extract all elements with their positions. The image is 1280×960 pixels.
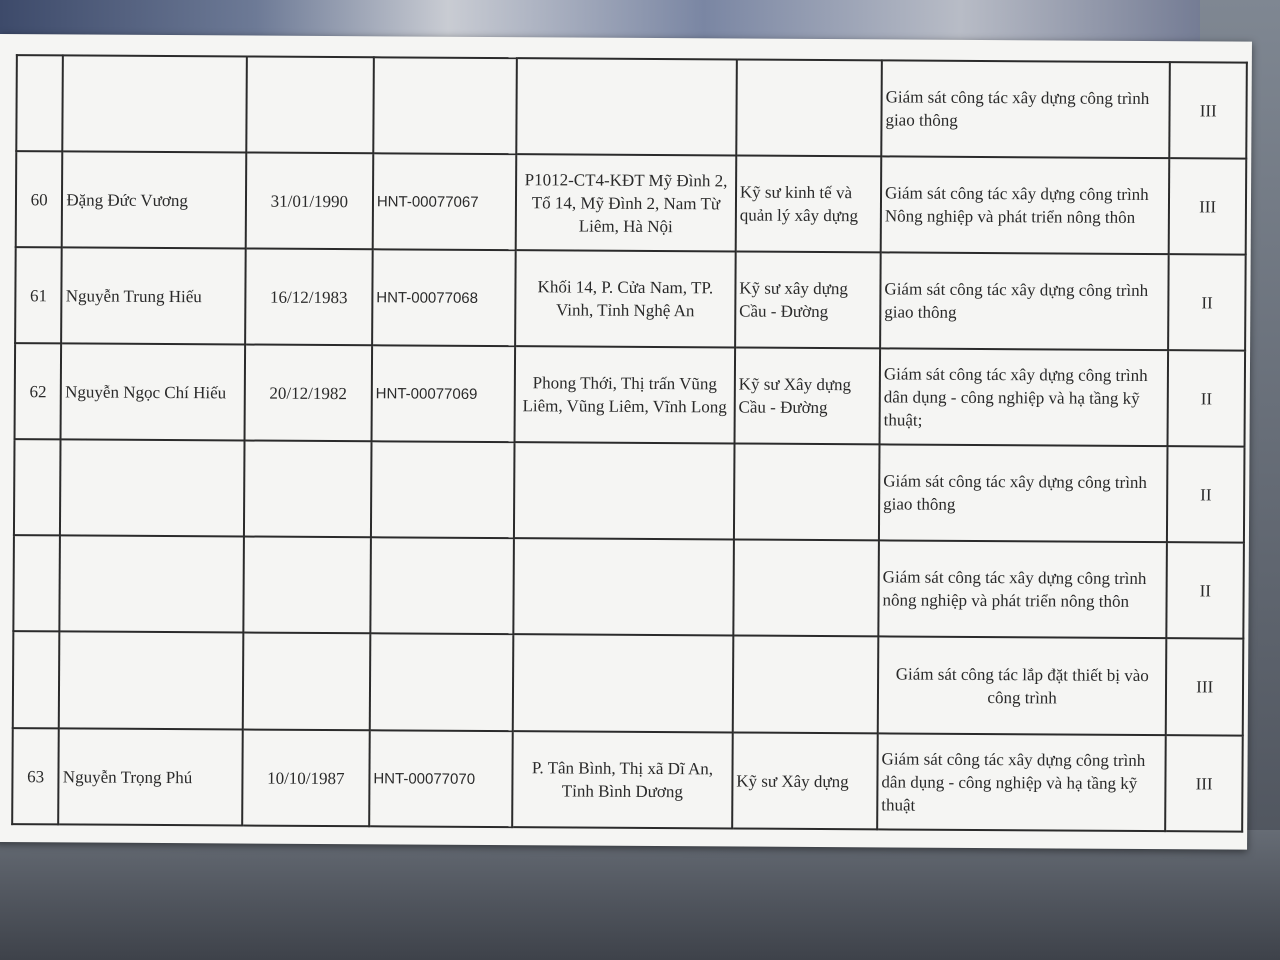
cell-address: Khối 14, P. Cửa Nam, TP. Vinh, Tỉnh Nghệ An <box>515 250 735 347</box>
cell-grade: III <box>1165 735 1242 831</box>
cell-name: Đặng Đức Vương <box>62 151 246 248</box>
cell-name <box>60 439 244 536</box>
cell-address: Phong Thới, Thị trấn Vũng Liêm, Vũng Liêm, Vĩnh Long <box>515 346 735 443</box>
cell-no: 60 <box>16 151 63 247</box>
cell-no: 63 <box>12 728 59 824</box>
cell-field: Giám sát công tác xây dựng công trình giao thông <box>879 444 1168 542</box>
cell-field: Giám sát công tác lắp đặt thiết bị vào công trình <box>878 636 1167 735</box>
cell-address: P1012-CT4-KĐT Mỹ Đình 2, Tổ 14, Mỹ Đình 2, Nam Từ Liêm, Hà Nội <box>516 154 736 251</box>
cell-address <box>514 442 734 539</box>
cell-degree: Kỹ sư kinh tế và quản lý xây dựng <box>736 155 882 252</box>
cell-address: P. Tân Bình, Thị xã Dĩ An, Tỉnh Bình Dương <box>512 731 732 828</box>
cell-dob: 20/12/1982 <box>244 345 372 442</box>
cell-name: Nguyễn Ngọc Chí Hiếu <box>61 343 245 440</box>
cell-grade: II <box>1167 446 1244 542</box>
cell-code <box>370 633 514 731</box>
cell-degree <box>733 635 879 733</box>
cell-code <box>370 537 514 634</box>
cell-dob: 16/12/1983 <box>245 249 373 346</box>
cell-degree: Kỹ sư Xây dựng <box>732 732 878 829</box>
cell-name: Nguyễn Trung Hiếu <box>61 247 245 344</box>
cell-address <box>513 634 733 732</box>
table-row <box>12 728 1243 832</box>
cell-code <box>371 345 515 442</box>
cell-grade: III <box>1170 62 1247 158</box>
cell-dob: 31/01/1990 <box>246 153 374 250</box>
cell-degree: Kỹ sư Xây dựng Cầu - Đường <box>734 347 880 444</box>
cell-field: Giám sát công tác xây dựng công trình dân dụng - công nghiệp và hạ tầng kỹ thuật; <box>880 348 1169 446</box>
cell-grade: III <box>1166 638 1243 735</box>
cell-name <box>60 535 244 632</box>
table-row <box>13 631 1244 736</box>
cell-dob: 10/10/1987 <box>242 729 370 826</box>
cell-no: 62 <box>15 343 62 439</box>
cell-no <box>16 55 63 151</box>
table-row <box>16 55 1247 159</box>
cell-address <box>516 58 736 155</box>
cell-field: Giám sát công tác xây dựng công trình giao thông <box>881 60 1170 158</box>
cell-degree <box>736 60 882 157</box>
cell-code <box>371 441 515 538</box>
cell-no <box>13 535 60 631</box>
cell-code <box>373 57 517 154</box>
cell-field: Giám sát công tác xây dựng công trình dân dụng - công nghiệp và hạ tầng kỹ thuật <box>877 733 1166 831</box>
background-bottom <box>0 830 1280 960</box>
certificate-code: HNT-00077070 <box>373 770 476 788</box>
table-row <box>13 535 1244 639</box>
cell-dob <box>243 632 371 730</box>
cell-name <box>63 55 247 152</box>
cell-field: Giám sát công tác xây dựng công trình nông nghiệp và phát triển nông thôn <box>878 540 1167 638</box>
cell-dob <box>244 441 372 538</box>
registry-table <box>11 54 1248 833</box>
cell-grade: III <box>1169 158 1246 254</box>
certificate-code: HNT-00077068 <box>376 289 479 307</box>
document-page <box>0 34 1252 850</box>
cell-code <box>373 153 517 250</box>
table-row <box>16 151 1247 255</box>
cell-name: Nguyễn Trọng Phú <box>59 728 243 825</box>
cell-degree <box>733 539 879 636</box>
cell-grade: II <box>1168 254 1245 350</box>
cell-dob <box>243 536 371 633</box>
table-row <box>15 343 1246 447</box>
table-row <box>15 247 1246 351</box>
cell-field: Giám sát công tác xây dựng công trình Nông nghiệp và phát triển nông thôn <box>881 156 1170 254</box>
certificate-code: HNT-00077069 <box>375 385 478 403</box>
cell-name <box>59 631 243 729</box>
cell-grade: II <box>1167 542 1244 638</box>
cell-degree: Kỹ sư xây dựng Cầu - Đường <box>735 251 881 348</box>
cell-degree <box>734 443 880 540</box>
cell-dob <box>246 57 374 154</box>
cell-code <box>372 249 516 346</box>
certificate-code: HNT-00077067 <box>376 193 479 211</box>
cell-code <box>369 730 513 827</box>
cell-address <box>513 538 733 635</box>
cell-field: Giám sát công tác xây dựng công trình giao thông <box>880 252 1169 350</box>
cell-no <box>13 631 60 728</box>
cell-grade: II <box>1168 350 1245 446</box>
cell-no: 61 <box>15 247 62 343</box>
cell-no <box>14 439 61 535</box>
table-row <box>14 439 1245 543</box>
